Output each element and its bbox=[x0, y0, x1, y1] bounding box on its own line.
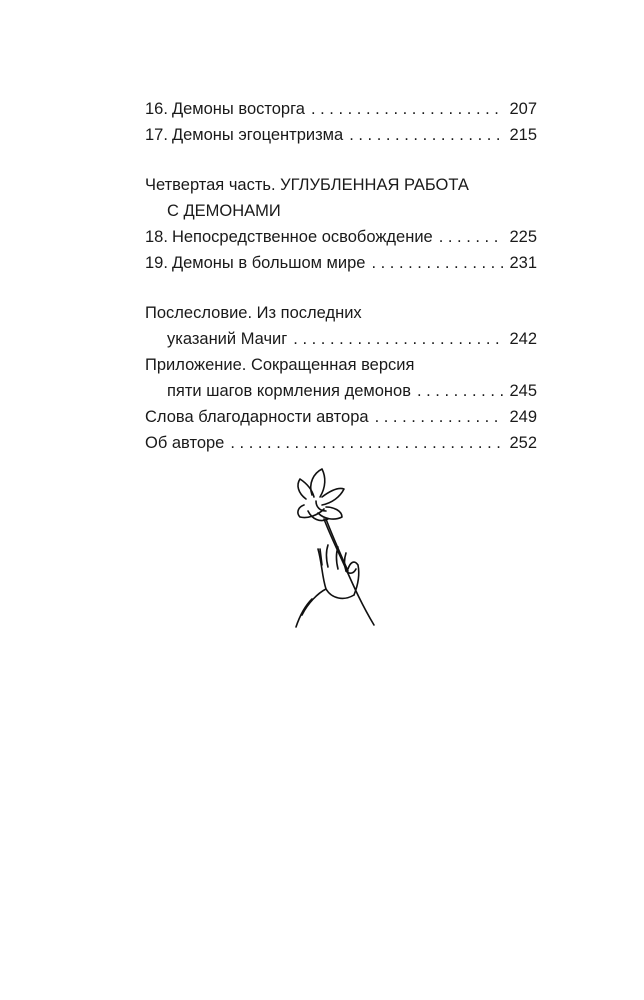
toc-entry-17[interactable] bbox=[145, 122, 537, 148]
entry-number: 19. bbox=[145, 254, 168, 272]
table-of-contents bbox=[145, 96, 537, 456]
toc-entry-18[interactable] bbox=[145, 224, 537, 250]
entry-number: 16. bbox=[145, 100, 168, 118]
entry-page: 225 bbox=[509, 228, 537, 246]
entry-page: 231 bbox=[509, 254, 537, 272]
entry-page: 245 bbox=[509, 382, 537, 400]
toc-entry-afterword[interactable] bbox=[145, 326, 537, 352]
toc-entry-appendix[interactable] bbox=[145, 378, 537, 404]
leader-dots bbox=[230, 430, 503, 456]
entry-title: Непосредственное освобождение bbox=[171, 228, 433, 246]
leader-dots bbox=[311, 96, 504, 122]
entry-number: 18. bbox=[145, 228, 168, 246]
entry-title: Демоны эгоцентризма bbox=[171, 126, 344, 144]
leader-dots bbox=[375, 404, 504, 430]
leader-dots bbox=[439, 224, 504, 250]
toc-entry-16[interactable] bbox=[145, 96, 537, 122]
appendix-line1: Приложение. Сокращенная версия bbox=[145, 356, 415, 374]
entry-title: Слова благодарности автора bbox=[145, 408, 369, 426]
toc-entry-19[interactable] bbox=[145, 250, 537, 276]
entry-title: указаний Мачиг bbox=[167, 330, 288, 348]
entry-title: Демоны в большом мире bbox=[171, 254, 366, 272]
entry-title: Демоны восторга bbox=[171, 100, 305, 118]
entry-title: пяти шагов кормления демонов bbox=[167, 382, 411, 400]
toc-entry-acknowledgements[interactable] bbox=[145, 404, 537, 430]
entry-page: 207 bbox=[509, 100, 537, 118]
afterword-line1: Послесловие. Из последних bbox=[145, 304, 362, 322]
entry-page: 249 bbox=[509, 408, 537, 426]
part4-heading-line2: С ДЕМОНАМИ bbox=[167, 202, 281, 220]
entry-title: Об авторе bbox=[145, 434, 225, 452]
entry-page: 252 bbox=[509, 434, 537, 452]
entry-page: 242 bbox=[509, 330, 537, 348]
entry-number: 17. bbox=[145, 126, 168, 144]
leader-dots bbox=[293, 326, 503, 352]
leader-dots bbox=[371, 250, 503, 276]
leader-dots bbox=[417, 378, 504, 404]
toc-entry-about[interactable] bbox=[145, 430, 537, 456]
part4-heading-line1: Четвертая часть. УГЛУБЛЕННАЯ РАБОТА bbox=[145, 176, 469, 194]
hand-holding-lotus-icon bbox=[282, 465, 387, 630]
entry-page: 215 bbox=[509, 126, 537, 144]
leader-dots bbox=[349, 122, 503, 148]
